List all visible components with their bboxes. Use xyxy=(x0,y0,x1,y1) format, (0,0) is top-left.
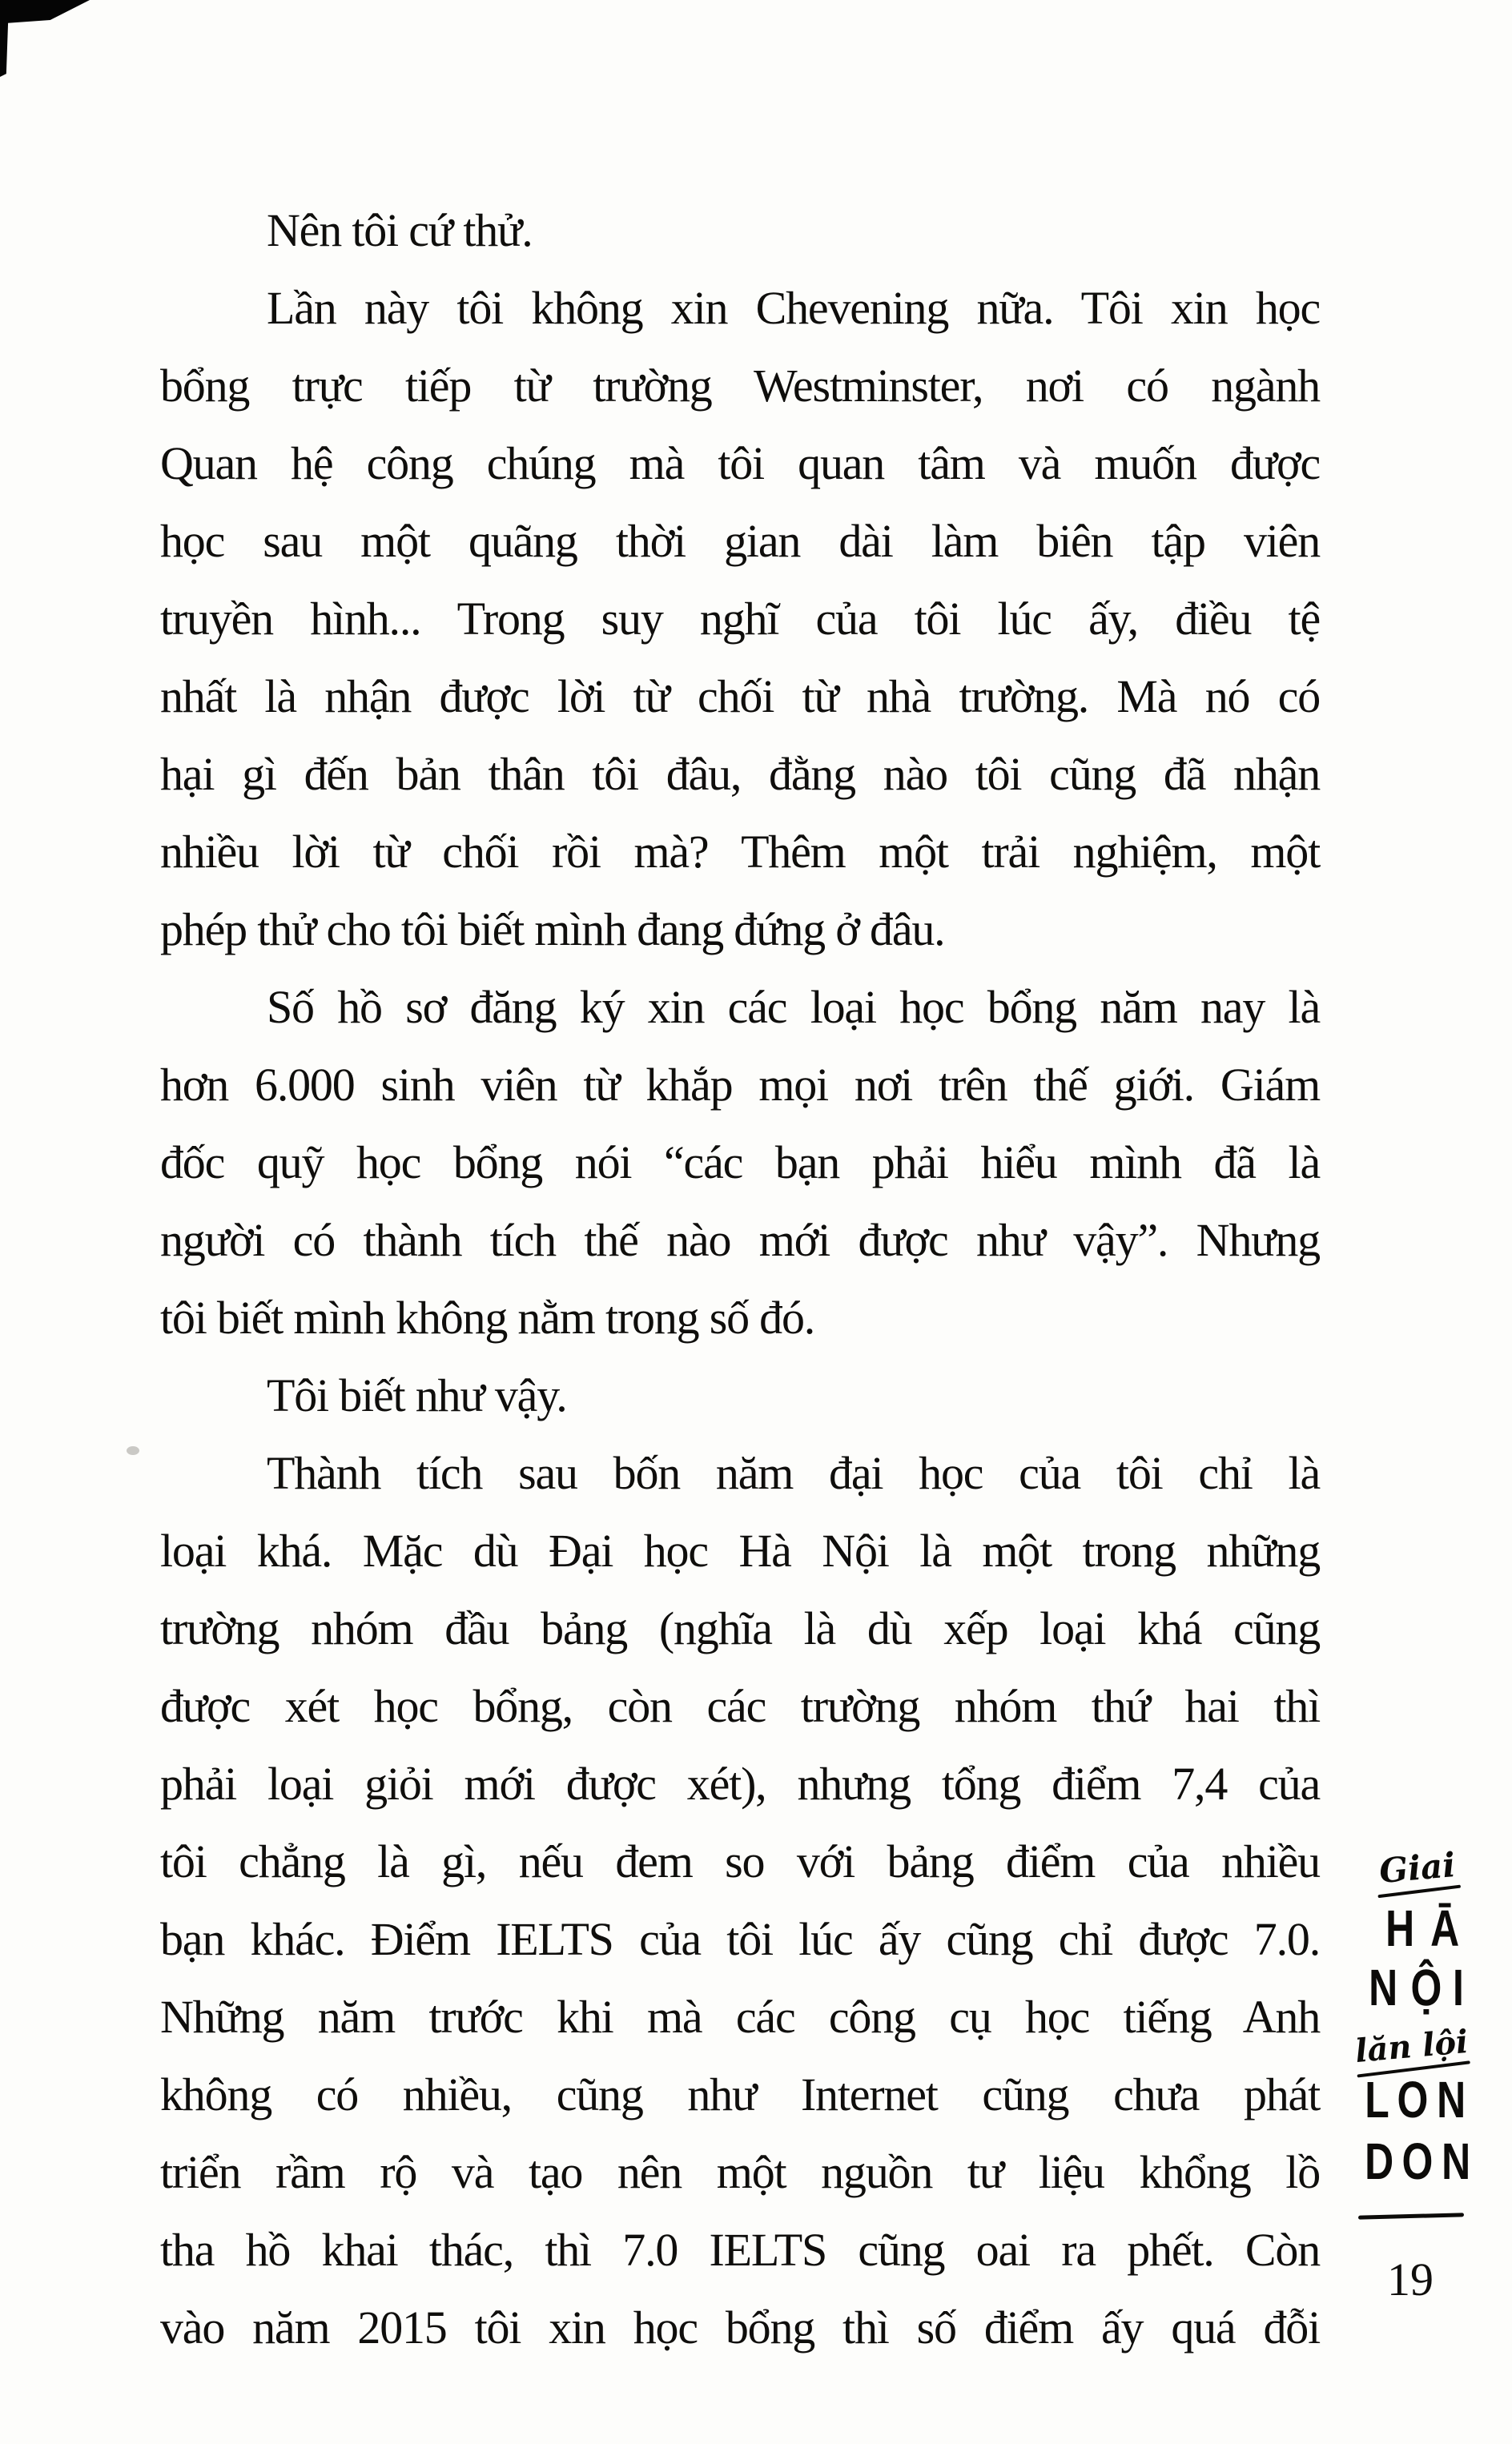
logo-letter: D xyxy=(1365,2132,1394,2190)
divider-line xyxy=(1358,2213,1464,2219)
text-line: nhất là nhận được lời từ chối từ nhà trường. Mà nó có xyxy=(160,670,1320,722)
logo-script-word-top-label: Giai xyxy=(1377,1844,1458,1891)
text-line: Những năm trước khi mà các công cụ học tiếng Anh xyxy=(160,1991,1320,2043)
text-line: Quan hệ công chúng mà tôi quan tâm và muốn được xyxy=(160,437,1320,489)
text-line: trường nhóm đầu bảng (nghĩa là dù xếp loại khá cũng xyxy=(160,1602,1320,1654)
text-line: phép thử cho tôi biết mình đang đứng ở đâu. xyxy=(160,903,945,955)
text-line: hơn 6.000 sinh viên từ khắp mọi nơi trên thế giới. Giám xyxy=(160,1059,1320,1111)
text-line: Nên tôi cứ thử. xyxy=(267,204,533,256)
text-line: tôi chẳng là gì, nếu đem so với bảng điểm của nhiều xyxy=(160,1835,1320,1887)
scan-artifact-dot xyxy=(127,1446,139,1455)
text-line: đốc quỹ học bổng nói “các bạn phải hiểu mình đã là xyxy=(160,1136,1320,1188)
logo-letter-row-noi xyxy=(1365,1959,1466,2016)
text-line: phải loại giỏi mới được xét), nhưng tổng điểm 7,4 của xyxy=(160,1758,1320,1810)
logo-letter-row-don xyxy=(1361,2132,1471,2190)
text-line: người có thành tích thế nào mới được như vậy”. Nhưng xyxy=(160,1214,1320,1266)
logo-letter-row-lon xyxy=(1361,2071,1466,2128)
logo-letter: O xyxy=(1401,2132,1434,2190)
logo-script-word-mid xyxy=(1353,2023,1470,2076)
book-title-logo xyxy=(1345,1842,1478,2402)
page-number: 19 xyxy=(1387,2253,1434,2305)
logo-letter: Ā xyxy=(1430,1899,1459,1957)
text-line: nhiều lời từ chối rồi mà? Thêm một trải nghiệm, một xyxy=(160,826,1320,878)
logo-letter: N xyxy=(1436,2071,1466,2128)
text-line: tôi biết mình không nằm trong số đó. xyxy=(160,1292,815,1344)
text-line: vào năm 2015 tôi xin học bổng thì số điểm ấy quá đỗi xyxy=(160,2301,1320,2354)
text-line: tha hồ khai thác, thì 7.0 IELTS cũng oai ra phết. Còn xyxy=(160,2224,1320,2276)
text-line: Lần này tôi không xin Chevening nữa. Tôi xin học xyxy=(267,282,1320,334)
text-line: không có nhiều, cũng như Internet cũng chưa phát xyxy=(160,2068,1320,2120)
logo-letter: Ộ xyxy=(1410,1959,1442,2016)
text-line: Số hồ sơ đăng ký xin các loại học bổng năm nay là xyxy=(267,981,1320,1033)
logo-letter: H xyxy=(1385,1899,1415,1957)
text-line: hại gì đến bản thân tôi đâu, đằng nào tôi cũng đã nhận xyxy=(160,748,1320,800)
body-text xyxy=(160,191,1320,2366)
text-line: bổng trực tiếp từ trường Westminster, nơi có ngành xyxy=(160,360,1320,412)
scan-artifact-corner xyxy=(0,0,90,77)
logo-letter: N xyxy=(1369,1959,1398,2016)
logo-script-word-mid-label: lăn lội xyxy=(1353,2022,1470,2071)
text-line: triển rầm rộ và tạo nên một nguồn tư liệu khổng lồ xyxy=(160,2146,1320,2198)
logo-letter: O xyxy=(1397,2071,1429,2128)
text-line: loại khá. Mặc dù Đại học Hà Nội là một trong những xyxy=(160,1525,1320,1577)
logo-script-word-top xyxy=(1374,1845,1461,1897)
text-line: truyền hình... Trong suy nghĩ của tôi lúc ấy, điều tệ xyxy=(160,593,1320,645)
logo-letter: I xyxy=(1453,1959,1465,2016)
logo-letter: L xyxy=(1365,2071,1389,2128)
text-line: học sau một quãng thời gian dài làm biên tập viên xyxy=(160,515,1320,567)
text-line: bạn khác. Điểm IELTS của tôi lúc ấy cũng chỉ được 7.0. xyxy=(160,1913,1320,1965)
text-line: Thành tích sau bốn năm đại học của tôi chỉ là xyxy=(267,1447,1320,1499)
logo-letter: N xyxy=(1442,2132,1471,2190)
text-line: được xét học bổng, còn các trường nhóm thứ hai thì xyxy=(160,1680,1320,1732)
logo-letter-row-ha xyxy=(1381,1899,1463,1957)
text-line: Tôi biết như vậy. xyxy=(267,1369,567,1421)
